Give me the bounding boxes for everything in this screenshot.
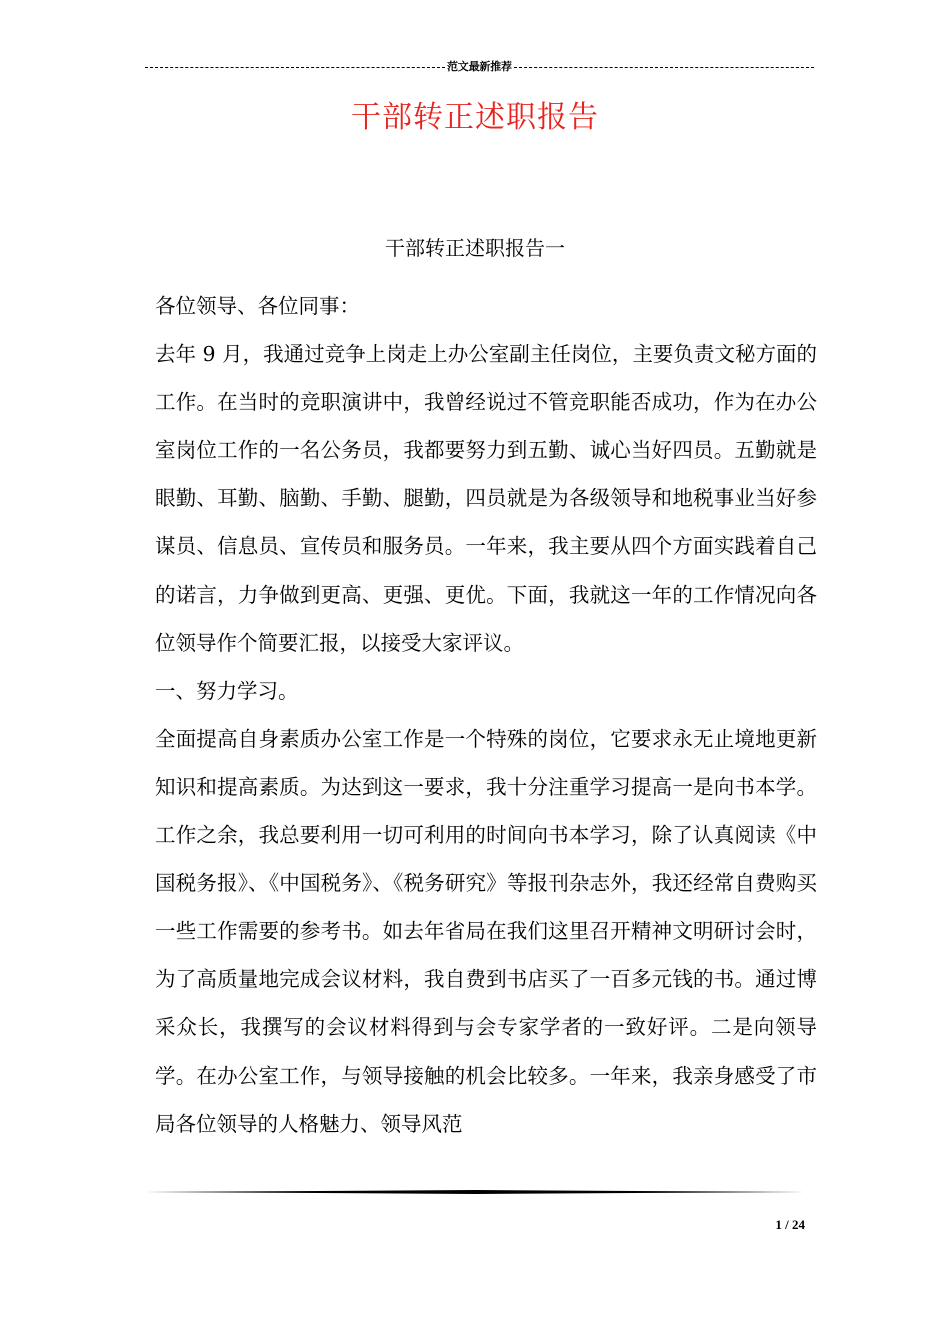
paragraph-intro: 去年 9 月，我通过竞争上岗走上办公室副主任岗位，主要负责文秘方面的工作。在当时的竞职演讲中，我曾经说过不管竞职能否成功，作为在办公室岗位工作的一名公务员，我都要努力到五勤、诚心当好四员。五勤就是眼勤、耳勤、脑勤、手勤、腿勤，四员就是为各级领导和地税事业当好参谋员、信息员、宣传员和服务员。一年来，我主要从四个方面实践着自己的诺言，力争做到更高、更强、更优。下面，我就这一年的工作情况向各位领导作个简要汇报，以接受大家评议。 <box>155 342 817 655</box>
header-label: 范文最新推荐 <box>447 60 512 73</box>
page-header <box>145 58 795 74</box>
page-number: 1 / 24 <box>775 1217 805 1232</box>
section-heading: 一、努力学习。 <box>155 678 299 703</box>
paragraph-study: 全面提高自身素质办公室工作是一个特殊的岗位，它要求永无止境地更新知识和提高素质。为达到这一要求，我十分注重学习提高一是向书本学。工作之余，我总要利用一切可利用的时间向书本学习，除了认真阅读《中国税务报》、《中国税务》、《税务研究》等报刊杂志外，我还经常自费购买一些工作需要的参考书。如去年省局在我们这里召开精神文明研讨会时，为了高质量地完成会议材料，我自费到书店买了一百多元钱的书。通过博采众长，我撰写的会议材料得到与会专家学者的一致好评。二是向领导学。在办公室工作，与领导接触的机会比较多。一年来，我亲身感受了市局各位领导的人格魅力、领导风范 <box>155 726 817 1136</box>
document-body <box>145 282 817 1148</box>
section-subtitle: 干部转正述职报告一 <box>385 236 565 260</box>
header-dash-right <box>514 67 814 68</box>
footer-rule <box>145 1190 805 1194</box>
document-title: 干部转正述职报告 <box>351 100 599 135</box>
header-dash-left <box>145 67 445 68</box>
salutation: 各位领导、各位同事： <box>155 294 360 318</box>
